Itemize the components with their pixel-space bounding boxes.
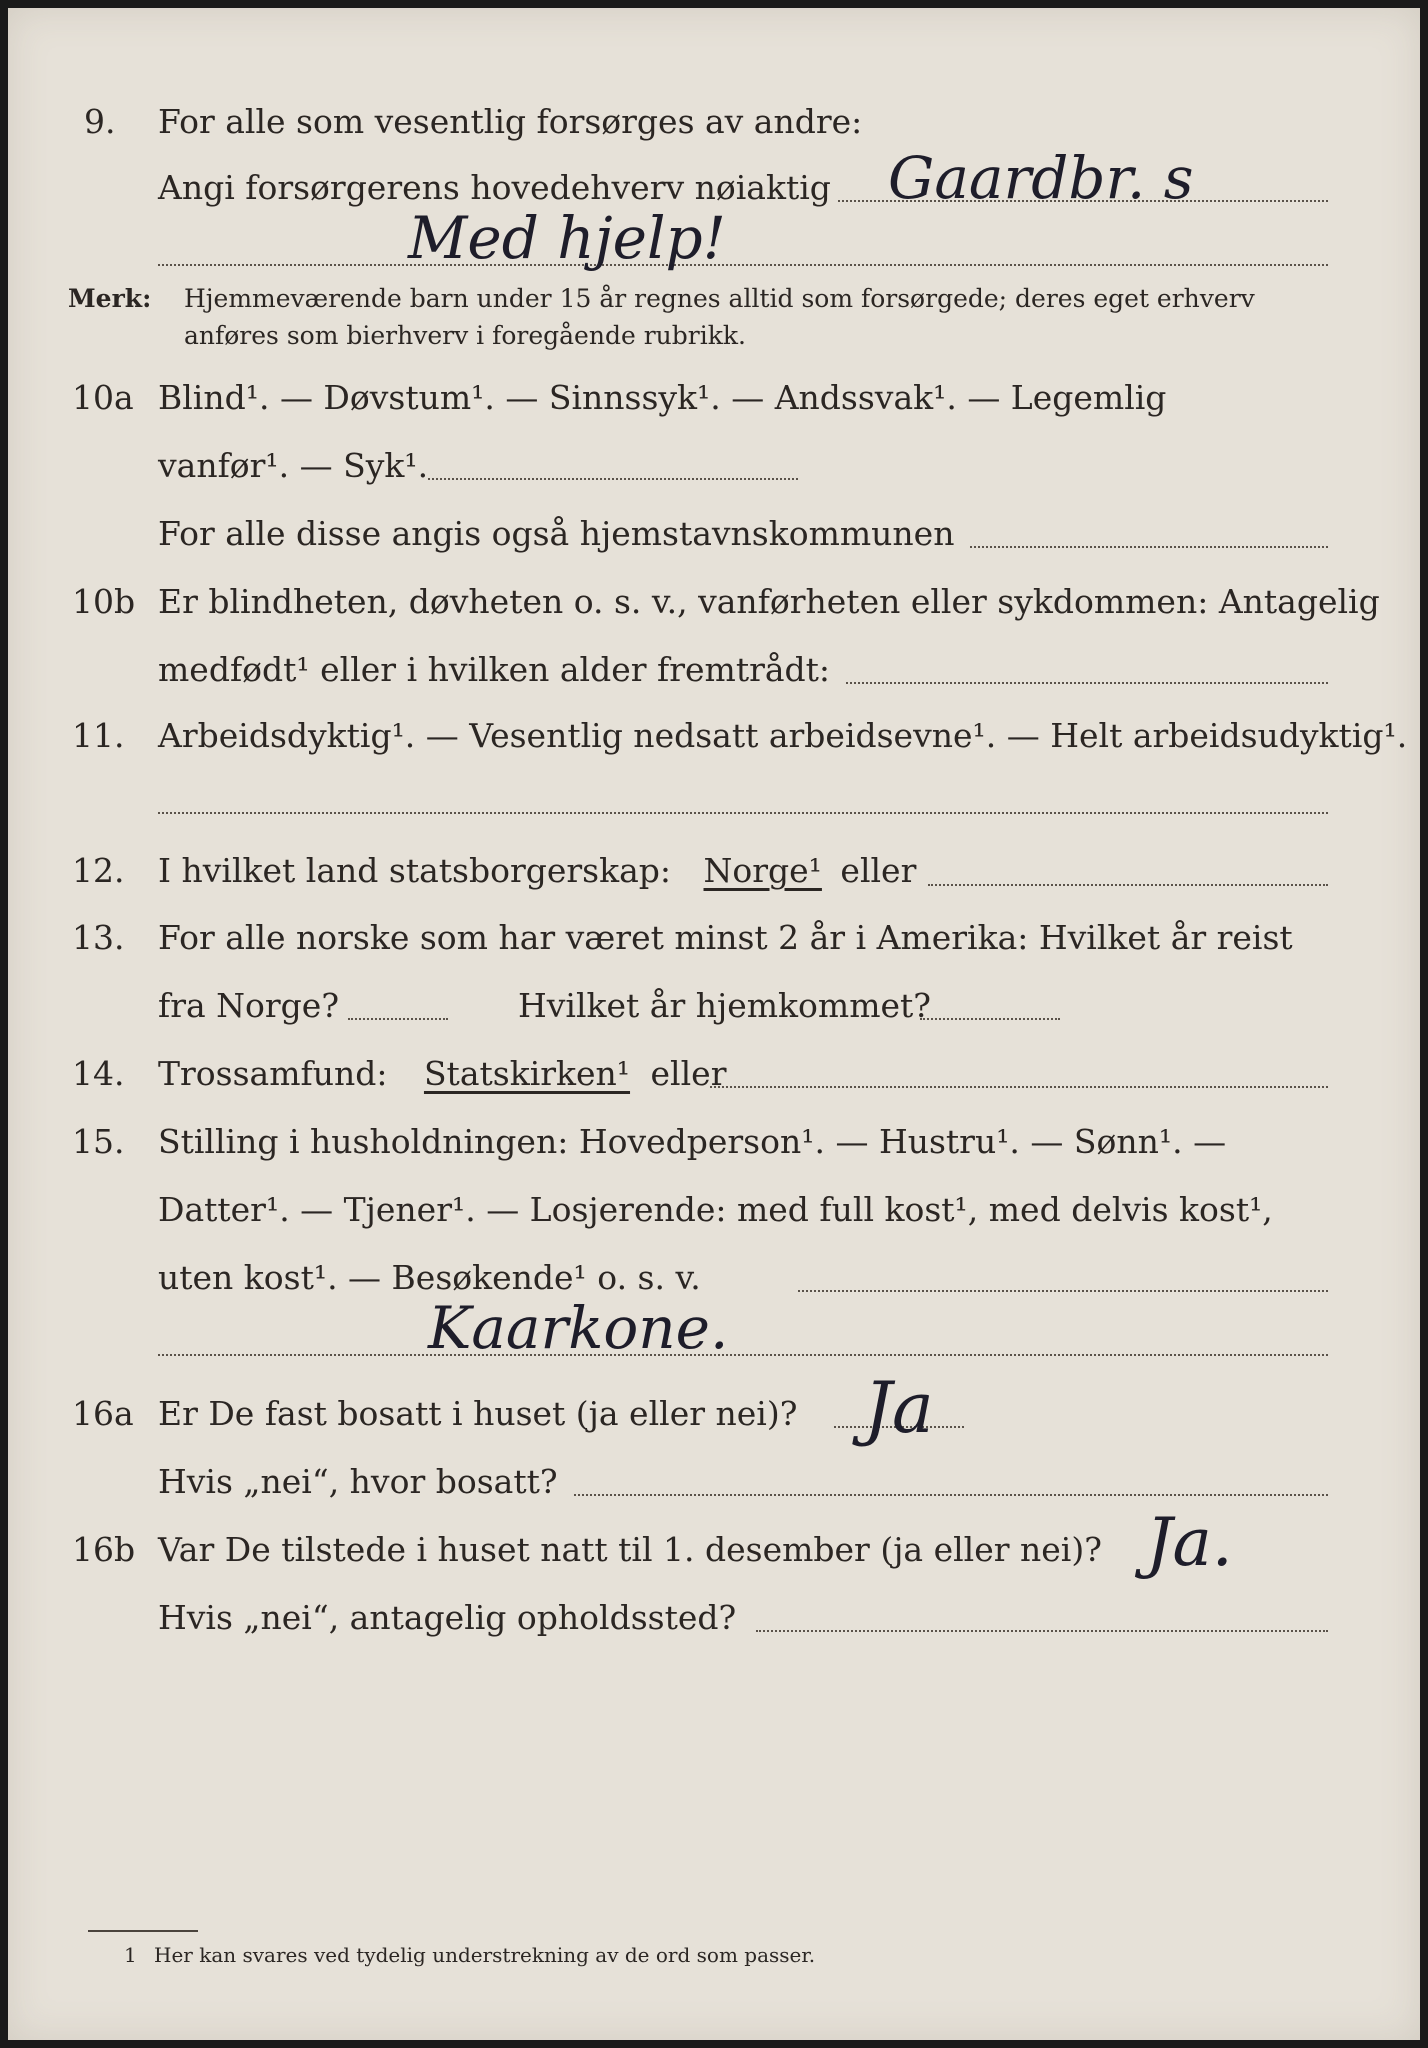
q13-line1: For alle norske som har været minst 2 år i Amerika: Hvilket år reist xyxy=(158,918,1293,957)
q16b-line1: Var De tilstede i huset natt til 1. desember (ja eller nei)? xyxy=(158,1530,1102,1569)
q12-number: 12. xyxy=(72,851,125,890)
q9-number: 9. xyxy=(84,102,116,141)
merk-line2: anføres som bierhverv i foregående rubrikk. xyxy=(184,321,746,350)
q9-line2: Angi forsørgerens hovedehverv nøiaktig xyxy=(158,168,831,207)
q16a-bosatt-line xyxy=(574,1494,1328,1496)
q13-hjemkommet-line xyxy=(920,1018,1060,1020)
q10a-number: 10a xyxy=(72,378,134,417)
q15-handwritten-answer: Kaarkone. xyxy=(428,1294,729,1362)
merk-line1: Hjemmeværende barn under 15 år regnes alltid som forsørgede; deres eget erhverv xyxy=(184,284,1255,313)
q16b-handwritten-answer: Ja. xyxy=(1146,1504,1233,1581)
q10a-line2: vanfør¹. — Syk¹. xyxy=(158,446,429,485)
q13-reist-line xyxy=(348,1018,448,1020)
q16b-line2: Hvis „nei“, antagelig opholdssted? xyxy=(158,1598,737,1637)
q14-text: Trossamfund: xyxy=(158,1054,388,1093)
q14-answer-line xyxy=(710,1086,1328,1088)
q12-text: I hvilket land statsborgerskap: xyxy=(158,851,672,890)
q10a-line1: Blind¹. — Døvstum¹. — Sinnssyk¹. — Andssvak¹. — Legemlig xyxy=(158,378,1167,417)
q16a-number: 16a xyxy=(72,1394,134,1433)
census-form-page xyxy=(8,8,1420,2040)
q9-handwritten-answer1: Gaardbr. s xyxy=(888,144,1194,212)
q15-number: 15. xyxy=(72,1122,125,1161)
q12-eller: eller xyxy=(840,851,917,890)
q16a-line2: Hvis „nei“, hvor bosatt? xyxy=(158,1462,558,1501)
q12-line xyxy=(158,851,916,891)
merk-label: Merk: xyxy=(68,284,152,313)
q10a-kommune-line xyxy=(970,546,1328,548)
q10a-line3: For alle disse angis også hjemstavnskommunen xyxy=(158,514,955,553)
q10b-answer-line xyxy=(846,682,1328,684)
q16b-opholdssted-line xyxy=(756,1630,1328,1632)
q10a-answer-line xyxy=(428,478,798,480)
footnote-mark: 1 xyxy=(124,1943,137,1967)
q9-handwritten-answer2: Med hjelp! xyxy=(408,204,726,272)
q16b-number: 16b xyxy=(72,1530,136,1569)
q16a-handwritten-answer: Ja xyxy=(864,1367,934,1449)
q13-number: 13. xyxy=(72,918,125,957)
q14-statskirken-underlined: Statskirken¹ xyxy=(423,1054,631,1093)
q12-answer-line xyxy=(928,884,1328,886)
q11-line1: Arbeidsdyktig¹. — Vesentlig nedsatt arbeidsevne¹. — Helt arbeidsudyktig¹. xyxy=(158,716,1408,755)
q14-line xyxy=(158,1054,726,1094)
q15-line3: uten kost¹. — Besøkende¹ o. s. v. xyxy=(158,1258,701,1297)
q15-line2: Datter¹. — Tjener¹. — Losjerende: med full kost¹, med delvis kost¹, xyxy=(158,1190,1273,1229)
q15-line1: Stilling i husholdningen: Hovedperson¹. — Hustru¹. — Sønn¹. — xyxy=(158,1122,1227,1161)
q13-line2b: Hvilket år hjemkommet? xyxy=(518,986,931,1025)
footnote-text: Her kan svares ved tydelig understrekning av de ord som passer. xyxy=(154,1943,816,1967)
q16a-line1: Er De fast bosatt i huset (ja eller nei)? xyxy=(158,1394,798,1433)
q10b-line1: Er blindheten, døvheten o. s. v., vanførheten eller sykdommen: Antagelig xyxy=(158,582,1380,621)
q11-number: 11. xyxy=(72,716,125,755)
q15-answer-line1 xyxy=(798,1290,1328,1292)
q13-line2a: fra Norge? xyxy=(158,986,340,1025)
q15-answer-line2 xyxy=(158,1354,1328,1356)
q14-eller: eller xyxy=(650,1054,727,1093)
q12-norge-underlined: Norge¹ xyxy=(703,851,822,890)
q10b-number: 10b xyxy=(72,582,136,621)
q11-answer-line xyxy=(158,812,1328,814)
q14-number: 14. xyxy=(72,1054,125,1093)
q9-answer-line2 xyxy=(158,264,1328,266)
footnote-rule xyxy=(88,1930,198,1932)
q10b-line2: medfødt¹ eller i hvilken alder fremtrådt: xyxy=(158,650,831,689)
q9-line1: For alle som vesentlig forsørges av andre: xyxy=(158,102,863,141)
